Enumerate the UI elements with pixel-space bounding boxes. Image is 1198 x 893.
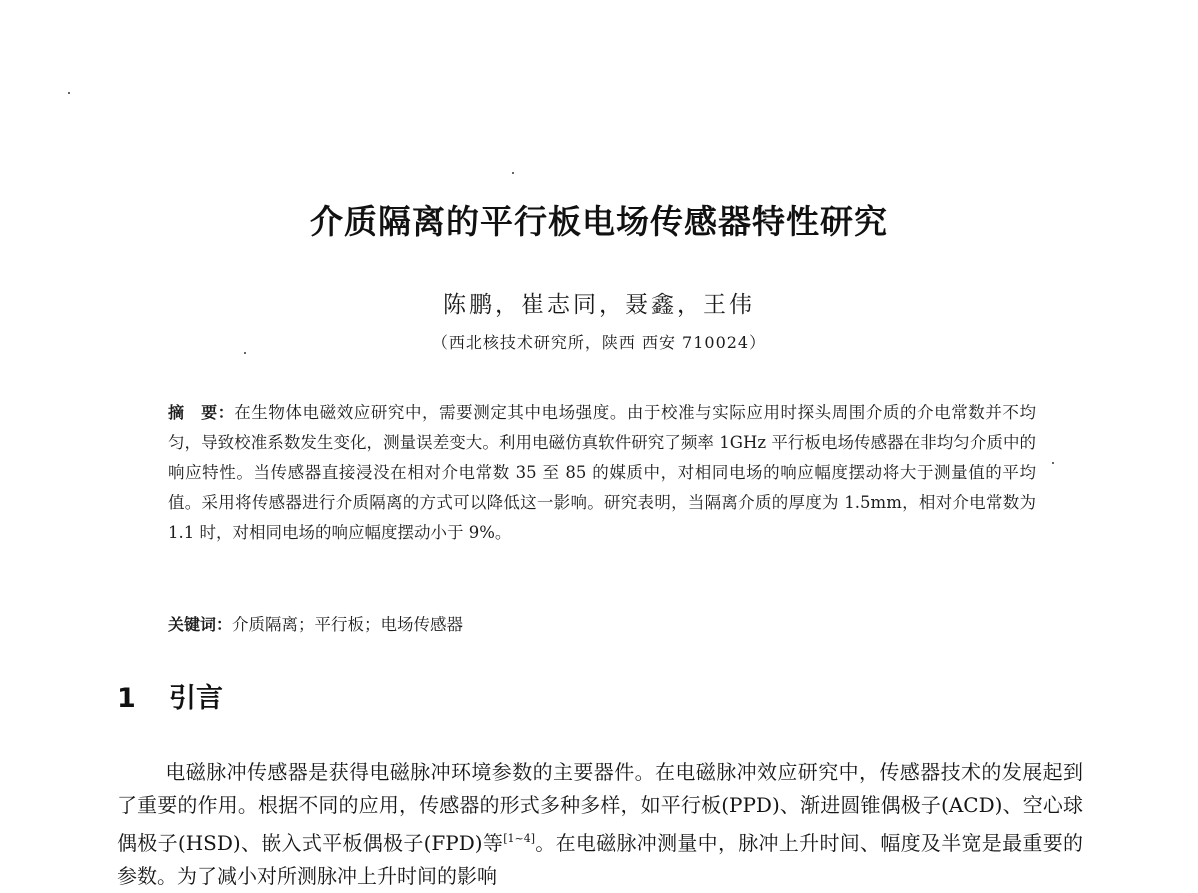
paper-title: 介质隔离的平行板电场传感器特性研究 bbox=[310, 202, 888, 241]
section-heading bbox=[117, 676, 223, 715]
scan-speck bbox=[512, 172, 514, 174]
body-text-part1: 电磁脉冲传感器是获得电磁脉冲环境参数的主要器件。在电磁脉冲效应研究中，传感器技术的发展起到了重要的作用。根据不同的应用，传感器的形式多种多样，如平行板(PPD)、渐进圆锥偶极子(ACD)、空心球偶极子(HSD)、嵌入式平板偶极子(FPD)等 bbox=[117, 760, 1083, 855]
abstract-label: 摘 要： bbox=[168, 403, 235, 422]
section-number: 1 bbox=[117, 683, 136, 714]
paper-authors: 陈鹏，崔志同，聂鑫，王伟 bbox=[443, 292, 755, 318]
body-text-part2: 。在电磁脉冲测量中，脉冲上升时间、幅度及半宽是最重要的参数。为了减小对所测脉冲上升时间的影响 bbox=[117, 831, 1083, 888]
paper-affiliation: （西北核技术研究所，陕西 西安 710024） bbox=[431, 333, 767, 352]
abstract-text: 在生物体电磁效应研究中，需要测定其中电场强度。由于校准与实际应用时探头周围介质的介电常数并不均匀，导致校准系数发生变化，测量误差变大。利用电磁仿真软件研究了频率 1GHz 平行板电场传感器在非均匀介质中的响应特性。当传感器直接浸没在相对介电常数 35 至 85 的媒质中，对相同电场的响应幅度摆动将大于测量值的平均值。采用将传感器进行介质隔离的方式可以降低这一影响。研究表明，当隔离介质的厚度为 1.5mm，相对介电常数为 1.1 时，对相同电场的响应幅度摆动小于 9%。 bbox=[168, 403, 1036, 542]
keywords-block bbox=[168, 610, 1036, 640]
scan-speck bbox=[68, 92, 70, 94]
section-title: 引言 bbox=[169, 683, 223, 714]
section-body bbox=[117, 756, 1083, 893]
keywords-text: 介质隔离；平行板；电场传感器 bbox=[232, 615, 464, 634]
keywords-label: 关键词： bbox=[168, 615, 233, 634]
scan-speck bbox=[1052, 462, 1054, 464]
abstract-block bbox=[168, 398, 1036, 548]
citation: [1~4] bbox=[503, 832, 535, 845]
